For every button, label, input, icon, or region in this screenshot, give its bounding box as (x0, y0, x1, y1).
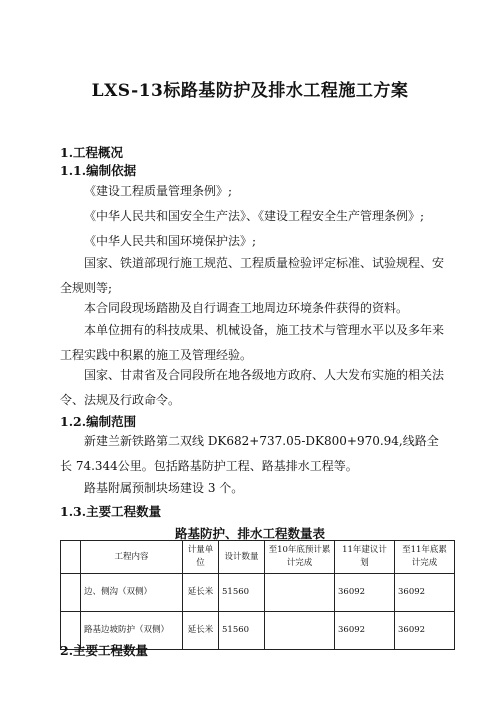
table-cell (265, 612, 335, 650)
table-caption: 路基防护、排水工程数量表 (174, 526, 325, 541)
table-header-cell: 设计数量 (219, 541, 265, 574)
section-heading-1-3: 1.3.主要工程数量 (60, 504, 162, 519)
basis-item: 《中华人民共和国安全生产法》、《建设工程安全生产管理条例》; (84, 209, 425, 223)
table-cell: 延长米 (183, 612, 219, 650)
table-cell: 路基边坡防护（双侧） (81, 612, 183, 650)
basis-paragraph: 国家、甘肃省及合同段所在地各级地方政府、人大发布实施的相关法令、法规及行政命令。 (60, 368, 445, 407)
section-heading-2: 2.主要工程数量 (60, 643, 149, 658)
basis-item: 《建设工程质量管理条例》; (84, 184, 233, 198)
table-row (61, 574, 455, 612)
table-header-cell: 11年建议计划 (335, 541, 395, 574)
table-cell (265, 574, 335, 612)
document-title: LXS-13标路基防护及排水工程施工方案 (91, 81, 409, 101)
table-cell: 36092 (395, 612, 455, 650)
basis-paragraph: 本单位拥有的科技成果、机械设备，施工技术与管理水平以及多年来工程实践中积累的施工及管理经验。 (60, 323, 445, 362)
table-cell: 51560 (219, 574, 265, 612)
table-header-cell: 至10年底预计累计完成 (265, 541, 335, 574)
table-cell: 延长米 (183, 574, 219, 612)
scope-paragraph: 路基附属预制块场建设 3 个。 (84, 481, 244, 495)
quantity-table (60, 540, 455, 650)
section-heading-1-1: 1.1.编制依据 (60, 163, 137, 178)
table-header-cell: 工程内容 (81, 541, 183, 574)
table-cell: 36092 (335, 612, 395, 650)
table-header-cell (61, 541, 81, 574)
table-cell: 36092 (335, 574, 395, 612)
section-heading-1: 1.工程概况 (60, 145, 124, 160)
basis-item: 《中华人民共和国环境保护法》; (84, 234, 257, 248)
table-header-cell: 计量单位 (183, 541, 219, 574)
table-cell: 36092 (395, 574, 455, 612)
table-header-cell: 至11年底累计完成 (395, 541, 455, 574)
basis-paragraph: 国家、铁道部现行施工规范、工程质量检验评定标准、试验规程、安全规则等; (60, 256, 445, 295)
scope-paragraph: 新建兰新铁路第二双线 DK682+737.05-DK800+970.94,线路全长 74.344公里。包括路基防护工程、路基排水工程等。 (60, 434, 439, 473)
basis-paragraph: 本合同段现场踏勘及自行调查工地周边环境条件获得的资料。 (84, 301, 409, 315)
table-cell: 边、侧沟（双侧） (81, 574, 183, 612)
section-heading-1-2: 1.2.编制范围 (60, 414, 137, 429)
table-cell (61, 574, 81, 612)
table-cell: 51560 (219, 612, 265, 650)
table-header-row (61, 541, 455, 574)
